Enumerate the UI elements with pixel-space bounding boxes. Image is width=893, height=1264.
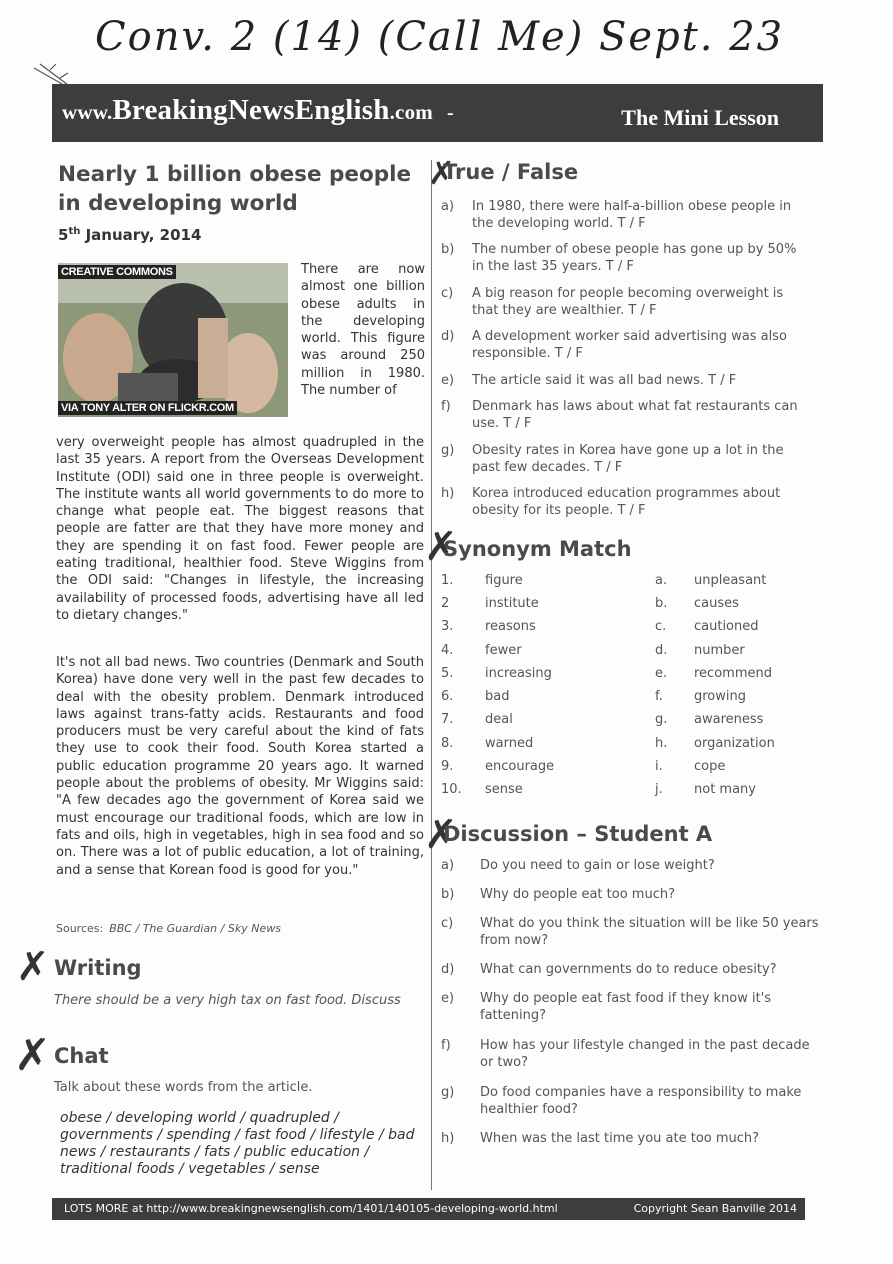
writing-title: Writing — [54, 956, 142, 980]
table-row: 6. bad f. growing — [441, 689, 746, 704]
article-date: 5th January, 2014 — [58, 226, 202, 244]
synonym-match-title: Synonym Match — [443, 537, 632, 561]
handwritten-x-icon: ✗ — [424, 812, 458, 858]
article-paragraph-2: It's not all bad news. Two countries (Denmark and South Korea) have done very well in the past few decades to deal with the obesity problem. Denmark introduced laws against trans-fatty acids. Restaurants and food producers must be very careful about the kind of fats they use to cook their food. South Korea started a public education programme 20 years ago. It warned people about the problems of obesity. Mr Wiggins said: "A few decades ago the government of Korea said we must encourage our traditional foods, which are low in fats and oils, high in vegetables, high in sea food and so on. There was a lot of public education, a lot of training, and a sense that Korean food is good for you." — [56, 655, 424, 878]
photo-badge-bottom: VIA TONY ALTER ON FLICKR.COM — [58, 401, 237, 415]
footer-copyright: Copyright Sean Banville 2014 — [633, 1202, 797, 1215]
column-divider — [431, 160, 432, 1190]
table-row: 7. deal g. awareness — [441, 712, 764, 727]
photo-illustration — [58, 263, 288, 417]
site-name: www.BreakingNewsEnglish.com - — [62, 94, 454, 126]
article-photo — [58, 263, 288, 417]
handwritten-x-icon: ✗ — [424, 524, 458, 570]
handwritten-x-icon: ✗ — [16, 944, 50, 990]
article-title: Nearly 1 billion obese people in developing world — [58, 162, 412, 216]
handwritten-x-icon: ✗ — [14, 1030, 51, 1081]
true-false-title: True / False — [443, 160, 579, 184]
handwritten-note: Conv. 2 (14) (Call Me) Sept. 23 — [95, 14, 785, 60]
table-row: 10. sense j. not many — [441, 782, 756, 797]
footer-bar — [52, 1198, 805, 1220]
article-paragraph-1b: very overweight people has almost quadrupled in the last 35 years. A report from the Overseas Development Institute (ODI) said one in three people is overweight. The institute wants all world governments to do more to change what people eat. The biggest reasons that people are fatter are that they have more money and they are spending it on fast food. Fewer people are eating traditional, healthier food. Steve Wiggins from the ODI said: "Changes in lifestyle, the increasing availability of processed foods, advertising have all led to dietary changes." — [56, 435, 424, 623]
header-banner — [52, 84, 823, 142]
chat-word-list: obese / developing world / quadrupled / governments / spending / fast food / lifestyle / bad news / restaurants / fats / public education / traditional foods / vegetables / sense — [60, 1110, 415, 1177]
article-sources: Sources: BBC / The Guardian / Sky News — [56, 922, 281, 935]
writing-prompt: There should be a very high tax on fast food. Discuss — [54, 993, 401, 1008]
table-row: 4. fewer d. number — [441, 643, 745, 658]
table-row: 8. warned h. organization — [441, 736, 775, 751]
table-row: 3. reasons c. cautioned — [441, 619, 759, 634]
discussion-title: Discussion – Student A — [443, 822, 713, 846]
table-row: 5. increasing e. recommend — [441, 666, 772, 681]
lesson-type: The Mini Lesson — [621, 105, 779, 130]
handwritten-x-icon: ✗ — [428, 154, 455, 192]
table-row: 9. encourage i. cope — [441, 759, 726, 774]
article-paragraph-1a: There are now almost one billion obese adults in the developing world. This figure was around 250 million in 1980. The number of — [301, 262, 425, 399]
photo-badge-top: CREATIVE COMMONS — [58, 265, 176, 279]
footer-url[interactable]: LOTS MORE at http://www.breakingnewsenglish.com/1401/140105-developing-world.html — [64, 1202, 558, 1215]
chat-title: Chat — [54, 1044, 109, 1068]
table-row: 1. figure a. unpleasant — [441, 573, 767, 588]
chat-intro: Talk about these words from the article. — [54, 1080, 313, 1095]
table-row: 2 institute b. causes — [441, 596, 739, 611]
